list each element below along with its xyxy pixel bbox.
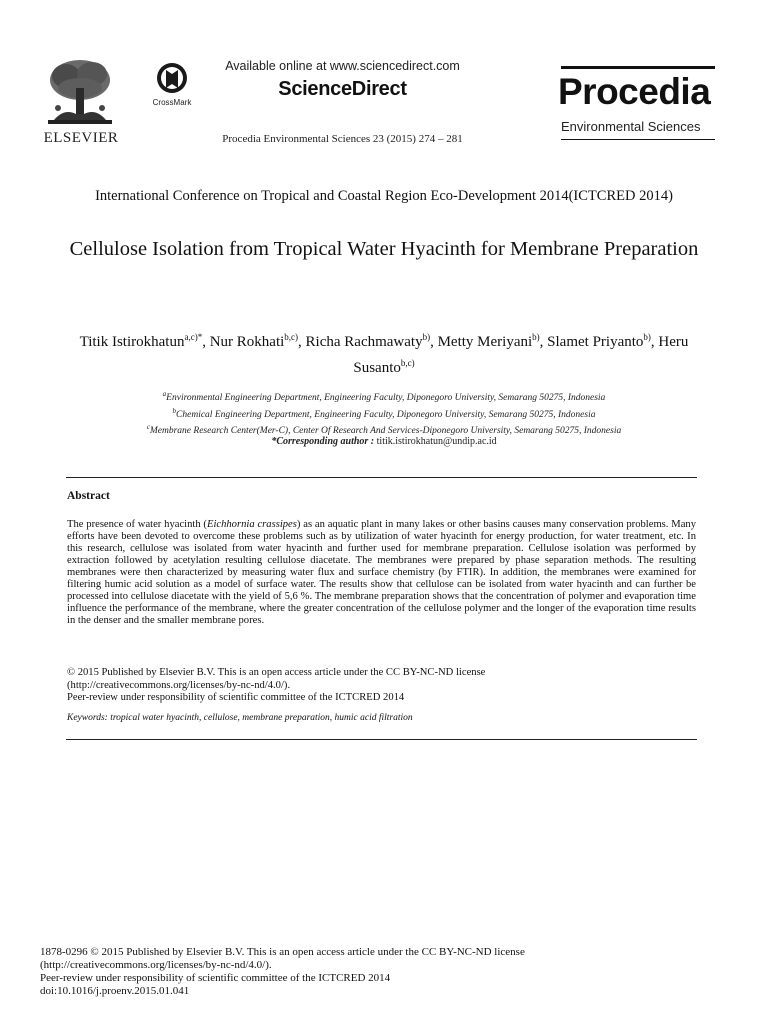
sciencedirect-logo: ScienceDirect [278,78,407,100]
affiliation-text: Environmental Engineering Department, Engineering Faculty, Diponegoro University, Semarang 50275, Indonesia [166,393,606,404]
conference-name: International Conference on Tropical and Coastal Region Eco-Development 2014(ICTCRED 2014) [95,188,673,204]
author-separator: , [650,334,659,350]
crossmark-logo[interactable] [146,60,198,112]
affiliation-text: Membrane Research Center(Mer-C), Center Of Research And Services-Diponegoro University, Semarang 50275, Indonesia [149,426,622,437]
author-name: Slamet Priyanto [547,334,644,350]
footer-peer-review: Peer-review under responsibility of scientific committee of the ICTCRED 2014 [40,972,391,984]
author-name: Heru Susanto [353,334,689,376]
author-affiliation-mark: a,c)* [184,332,203,342]
abstract-species-name: Eichhornia crassipes [206,519,297,530]
author-separator: , [298,334,306,350]
author-list [60,327,708,379]
corresponding-author-email[interactable]: titik.istirokhatun@undip.ac.id [376,436,497,447]
author-name: Titik Istirokhatun [79,334,185,350]
keywords-label: Keywords: [67,713,108,723]
author [80,334,210,350]
keywords-text: tropical water hyacinth, cellulose, membrane preparation, humic acid filtration [107,713,413,723]
corresponding-author [60,436,708,447]
elsevier-logo [40,58,122,148]
footer [40,946,730,998]
author-separator: , [430,334,438,350]
abstract-text-start: The presence of water hyacinth ( [67,519,207,530]
author-affiliation-mark: b,c) [284,332,299,342]
affiliation-line [60,405,708,422]
procedia-logo-title: Procedia [558,71,711,112]
copyright-block [67,667,696,705]
author-name: Metty Meriyani [437,334,533,350]
peer-review-line: Peer-review under responsibility of scientific committee of the ICTCRED 2014 [67,692,405,703]
author-name: Richa Rachmawaty [305,334,423,350]
abstract-text-rest: ) as an aquatic plant in many lakes or other basins causes many conservation problems. Many efforts have been devoted to overcome these problems such as by utilization of water hyacinth for energy production, for water treatment, etc. In this research, cellulose was isolated from water hyacinth and further used for membrane preparation. Cellulose isolation was performed by extraction followed by acetylation resulting cellulose diacetate. The membranes were prepared by phase separation methods. The resulting membranes were then characterized by measuring water flux and surface chemistry (by FTIR). In addition, the membranes were examined for filtering humic acid solution as a model of surface water. The results show that cellulose can be isolated from water hyacinth and can further be processed into cellulose diacetate with the yield of 5,6 %. The membrane preparation shows that the concentration of polymer and evaporation time influence the performance of the membrane, where the greater concentration of the cellulose polymer and the longer of the evaporation time results in the denser and the smaller membrane pores. [67,519,696,626]
procedia-underline [561,139,715,140]
crossmark-icon [146,60,198,98]
elsevier-tree-icon [44,58,116,126]
author [547,334,658,350]
author-affiliation-mark: b) [422,332,431,342]
author-separator: , [539,334,548,350]
available-online-text[interactable]: Available online at www.sciencedirect.com [225,59,460,73]
affiliation-mark: c [146,423,150,432]
paper-title: Cellulose Isolation from Tropical Water Hyacinth for Membrane Preparation [69,238,699,260]
crossmark-label: CrossMark [152,98,192,107]
author-affiliation-mark: b) [643,332,651,342]
corresponding-author-label: *Corresponding author : [271,436,375,447]
footer-doi[interactable]: doi:10.1016/j.proenv.2015.01.041 [40,985,190,997]
journal-reference: Procedia Environmental Sciences 23 (2015) 274 – 281 [222,133,463,145]
copyright-line: © 2015 Published by Elsevier B.V. This is an open access article under the CC BY-NC-ND license [67,667,486,678]
author-affiliation-mark: b,c) [400,358,415,368]
author [210,334,306,350]
abstract-body [67,519,696,627]
affiliation-list [60,388,708,438]
author-affiliation-mark: b) [532,332,540,342]
affiliation-mark: a [162,390,167,398]
author-separator: , [202,334,210,350]
author [438,334,548,350]
abstract-heading: Abstract [67,490,110,502]
abstract-top-rule [66,477,697,478]
license-link[interactable]: (http://creativecommons.org/licenses/by-nc-nd/4.0/). [67,679,291,691]
keywords-line [67,713,696,723]
affiliation-text: Chemical Engineering Department, Engineering Faculty, Diponegoro University, Semarang 50275, Indonesia [176,409,596,420]
procedia-logo-subtitle: Environmental Sciences [561,119,701,134]
affiliation-mark: b [172,406,177,415]
abstract-bottom-rule [66,739,697,740]
footer-license-link[interactable]: (http://creativecommons.org/licenses/by-nc-nd/4.0/). [40,959,272,971]
procedia-top-bar [561,66,715,69]
footer-issn-line: 1878-0296 © 2015 Published by Elsevier B.V. This is an open access article under the CC BY-NC-ND license [40,946,525,958]
elsevier-wordmark: ELSEVIER [43,130,119,146]
affiliation-line [60,388,708,405]
author-name: Nur Rokhati [209,334,285,350]
author [306,334,438,350]
